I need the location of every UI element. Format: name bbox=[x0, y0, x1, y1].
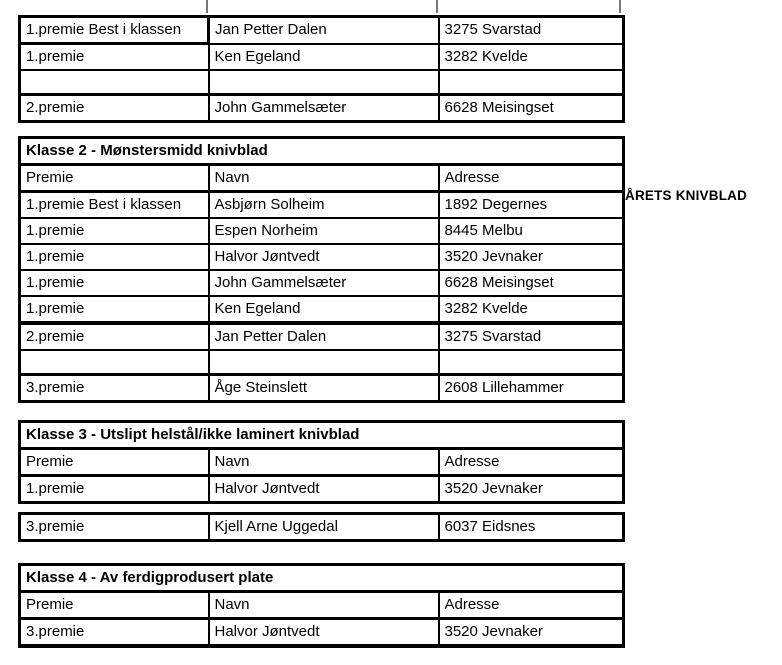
cell-navn: Jan Petter Dalen bbox=[209, 17, 439, 44]
cell-adresse: 6628 Meisingset bbox=[439, 94, 624, 121]
cell-navn bbox=[209, 70, 439, 94]
table-row bbox=[20, 619, 624, 647]
table-row bbox=[20, 218, 624, 244]
column-header-adresse: Adresse bbox=[439, 592, 624, 619]
cell-premie: 3.premie bbox=[20, 374, 209, 401]
cell-navn: Åge Steinslett bbox=[209, 374, 439, 401]
cell-premie: 1.premie Best i klassen bbox=[20, 17, 209, 44]
column-header-navn: Navn bbox=[209, 592, 439, 619]
table-row bbox=[20, 476, 624, 503]
column-header-premie: Premie bbox=[20, 449, 209, 476]
cell-navn: Jan Petter Dalen bbox=[209, 324, 439, 351]
table-row bbox=[20, 94, 624, 121]
cell-adresse: 6037 Eidsnes bbox=[439, 514, 624, 541]
column-header-premie: Premie bbox=[20, 165, 209, 192]
cell-navn: John Gammelsæter bbox=[209, 94, 439, 121]
cell-adresse bbox=[439, 70, 624, 94]
column-header-navn: Navn bbox=[209, 165, 439, 192]
column-header-row bbox=[20, 165, 624, 192]
cell-adresse: 1892 Degernes bbox=[439, 192, 624, 219]
table-klasse-3-lower bbox=[18, 512, 625, 542]
cell-premie: 2.premie bbox=[20, 94, 209, 121]
table-row bbox=[20, 296, 624, 323]
table-row bbox=[20, 374, 624, 401]
cell-adresse: 3275 Svarstad bbox=[439, 17, 624, 44]
table-title-row bbox=[20, 138, 624, 165]
cell-premie: 1.premie bbox=[20, 476, 209, 503]
cell-navn: Kjell Arne Uggedal bbox=[209, 514, 439, 541]
table-title: Klasse 4 - Av ferdigprodusert plate bbox=[20, 565, 624, 592]
cell-adresse: 6628 Meisingset bbox=[439, 270, 624, 296]
table-row bbox=[20, 350, 624, 374]
cell-adresse: 2608 Lillehammer bbox=[439, 374, 624, 401]
table-klasse-3 bbox=[18, 420, 625, 504]
table-title-row bbox=[20, 565, 624, 592]
cell-premie: 1.premie bbox=[20, 270, 209, 296]
table-row bbox=[20, 244, 624, 270]
cell-navn: Ken Egeland bbox=[209, 44, 439, 71]
cell-adresse: 3282 Kvelde bbox=[439, 296, 624, 323]
cell-navn: Halvor Jøntvedt bbox=[209, 619, 439, 647]
cell-adresse bbox=[439, 350, 624, 374]
cutoff-row-remnant bbox=[436, 0, 438, 13]
cell-navn: Asbjørn Solheim bbox=[209, 192, 439, 219]
table-klasse-2 bbox=[18, 136, 625, 324]
cell-adresse: 3520 Jevnaker bbox=[439, 619, 624, 647]
table-title-row bbox=[20, 422, 624, 449]
cell-navn: Ken Egeland bbox=[209, 296, 439, 323]
cell-premie: 3.premie bbox=[20, 514, 209, 541]
column-header-row bbox=[20, 449, 624, 476]
cell-premie: 1.premie bbox=[20, 44, 209, 71]
cell-navn: Halvor Jøntvedt bbox=[209, 476, 439, 503]
cutoff-row-remnant bbox=[206, 0, 208, 13]
table-klasse-4 bbox=[18, 563, 625, 648]
cell-premie bbox=[20, 70, 209, 94]
column-header-adresse: Adresse bbox=[439, 165, 624, 192]
cell-adresse: 3275 Svarstad bbox=[439, 324, 624, 351]
cell-navn: John Gammelsæter bbox=[209, 270, 439, 296]
cell-navn bbox=[209, 350, 439, 374]
table-row bbox=[20, 17, 624, 44]
cell-premie bbox=[20, 350, 209, 374]
cell-adresse: 3520 Jevnaker bbox=[439, 476, 624, 503]
table-title: Klasse 3 - Utslipt helstål/ikke laminert knivblad bbox=[20, 422, 624, 449]
table-results-top bbox=[18, 15, 625, 123]
table-row bbox=[20, 70, 624, 94]
table-row bbox=[20, 270, 624, 296]
column-header-navn: Navn bbox=[209, 449, 439, 476]
cell-premie: 2.premie bbox=[20, 324, 209, 351]
table-klasse-2-lower bbox=[18, 322, 625, 403]
arets-knivblad-label: ÅRETS KNIVBLAD bbox=[625, 188, 748, 203]
cell-premie: 1.premie bbox=[20, 296, 209, 323]
table-row bbox=[20, 192, 624, 219]
cell-premie: 1.premie Best i klassen bbox=[20, 192, 209, 219]
cell-premie: 1.premie bbox=[20, 244, 209, 270]
column-header-row bbox=[20, 592, 624, 619]
table-row bbox=[20, 44, 624, 71]
cutoff-row-remnant bbox=[619, 0, 621, 13]
table-row bbox=[20, 324, 624, 351]
column-header-premie: Premie bbox=[20, 592, 209, 619]
cell-adresse: 8445 Melbu bbox=[439, 218, 624, 244]
cell-navn: Halvor Jøntvedt bbox=[209, 244, 439, 270]
table-title: Klasse 2 - Mønstersmidd knivblad bbox=[20, 138, 624, 165]
cell-navn: Espen Norheim bbox=[209, 218, 439, 244]
table-row bbox=[20, 514, 624, 541]
cell-premie: 3.premie bbox=[20, 619, 209, 647]
cell-adresse: 3520 Jevnaker bbox=[439, 244, 624, 270]
cell-adresse: 3282 Kvelde bbox=[439, 44, 624, 71]
cell-premie: 1.premie bbox=[20, 218, 209, 244]
column-header-adresse: Adresse bbox=[439, 449, 624, 476]
